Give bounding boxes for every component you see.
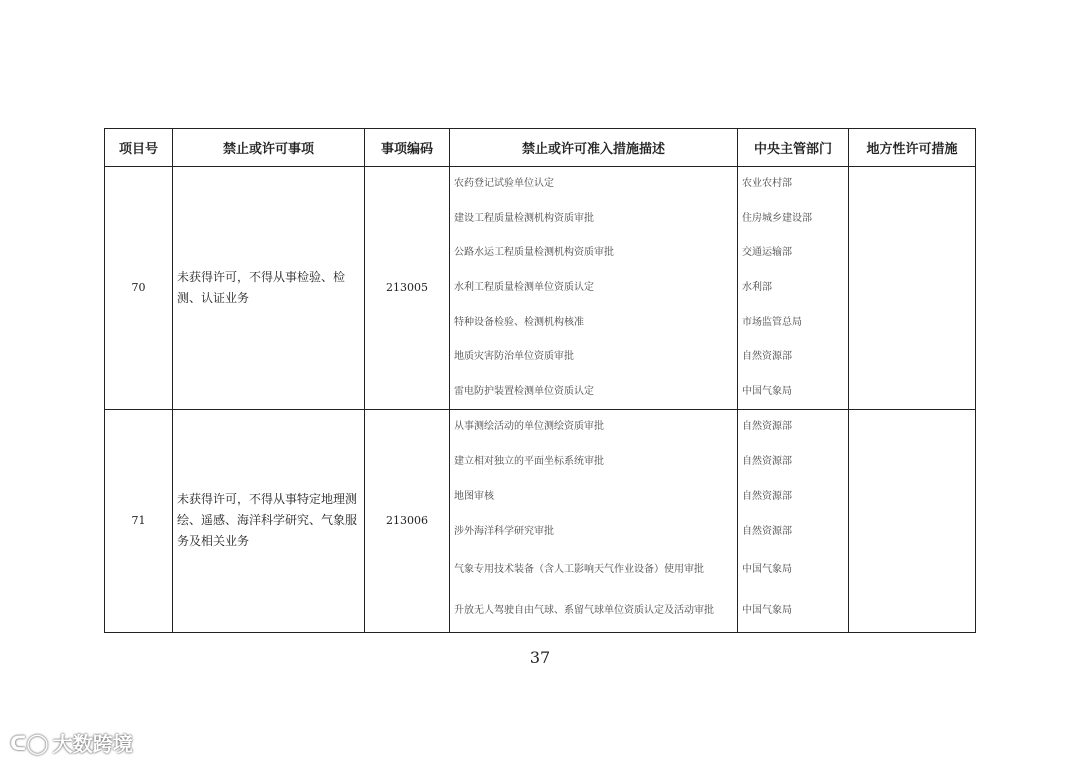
- measure-dept: 农业农村部: [738, 167, 849, 202]
- measure-desc: 农药登记试验单位认定: [450, 167, 738, 202]
- table-row: [105, 409, 976, 444]
- measure-desc: 地质灾害防治单位资质审批: [450, 340, 738, 375]
- table-row: [105, 167, 976, 202]
- local-measure: [849, 409, 976, 632]
- measure-dept: 自然资源部: [738, 479, 849, 514]
- item-number: 70: [105, 167, 173, 410]
- measure-desc: 地图审核: [450, 479, 738, 514]
- item-code: 213006: [365, 409, 450, 632]
- item-code: 213005: [365, 167, 450, 410]
- item-name: 未获得许可，不得从事特定地理测绘、遥感、海洋科学研究、气象服务及相关业务: [173, 409, 365, 632]
- watermark-text: 大数跨境: [52, 732, 133, 756]
- header-cell: 事项编码: [365, 129, 450, 167]
- permit-table: [104, 128, 976, 633]
- measure-dept: 中国气象局: [738, 590, 849, 632]
- measure-desc: 特种设备检验、检测机构核准: [450, 305, 738, 340]
- measure-desc: 水利工程质量检测单位资质认定: [450, 271, 738, 306]
- measure-desc: 雷电防护装置检测单位资质认定: [450, 375, 738, 410]
- measure-desc: 建立相对独立的平面坐标系统审批: [450, 444, 738, 479]
- header-cell: 项目号: [105, 129, 173, 167]
- measure-dept: 中国气象局: [738, 549, 849, 590]
- page-number: 37: [529, 648, 551, 667]
- measure-dept: 自然资源部: [738, 514, 849, 549]
- header-cell: 地方性许可措施: [849, 129, 976, 167]
- header-cell: 禁止或许可准入措施描述: [450, 129, 738, 167]
- measure-desc: 建设工程质量检测机构资质审批: [450, 201, 738, 236]
- watermark: [10, 728, 133, 757]
- measure-desc: 涉外海洋科学研究审批: [450, 514, 738, 549]
- item-number: 71: [105, 409, 173, 632]
- header-cell: 禁止或许可事项: [173, 129, 365, 167]
- measure-desc: 气象专用技术装备（含人工影响天气作业设备）使用审批: [450, 549, 738, 590]
- header-cell: 中央主管部门: [738, 129, 849, 167]
- measure-desc: 升放无人驾驶自由气球、系留气球单位资质认定及活动审批: [450, 590, 738, 632]
- measure-desc: 从事测绘活动的单位测绘资质审批: [450, 409, 738, 444]
- measure-dept: 住房城乡建设部: [738, 201, 849, 236]
- local-measure: [849, 167, 976, 410]
- measure-dept: 水利部: [738, 271, 849, 306]
- measure-dept: 自然资源部: [738, 444, 849, 479]
- measure-dept: 交通运输部: [738, 236, 849, 271]
- watermark-logo-icon: ᑕ◯: [10, 730, 49, 755]
- item-name: 未获得许可，不得从事检验、检测、认证业务: [173, 167, 365, 410]
- measure-dept: 自然资源部: [738, 340, 849, 375]
- measure-dept: 中国气象局: [738, 375, 849, 410]
- measure-dept: 自然资源部: [738, 409, 849, 444]
- measure-dept: 市场监管总局: [738, 305, 849, 340]
- table-header: [105, 129, 976, 167]
- measure-desc: 公路水运工程质量检测机构资质审批: [450, 236, 738, 271]
